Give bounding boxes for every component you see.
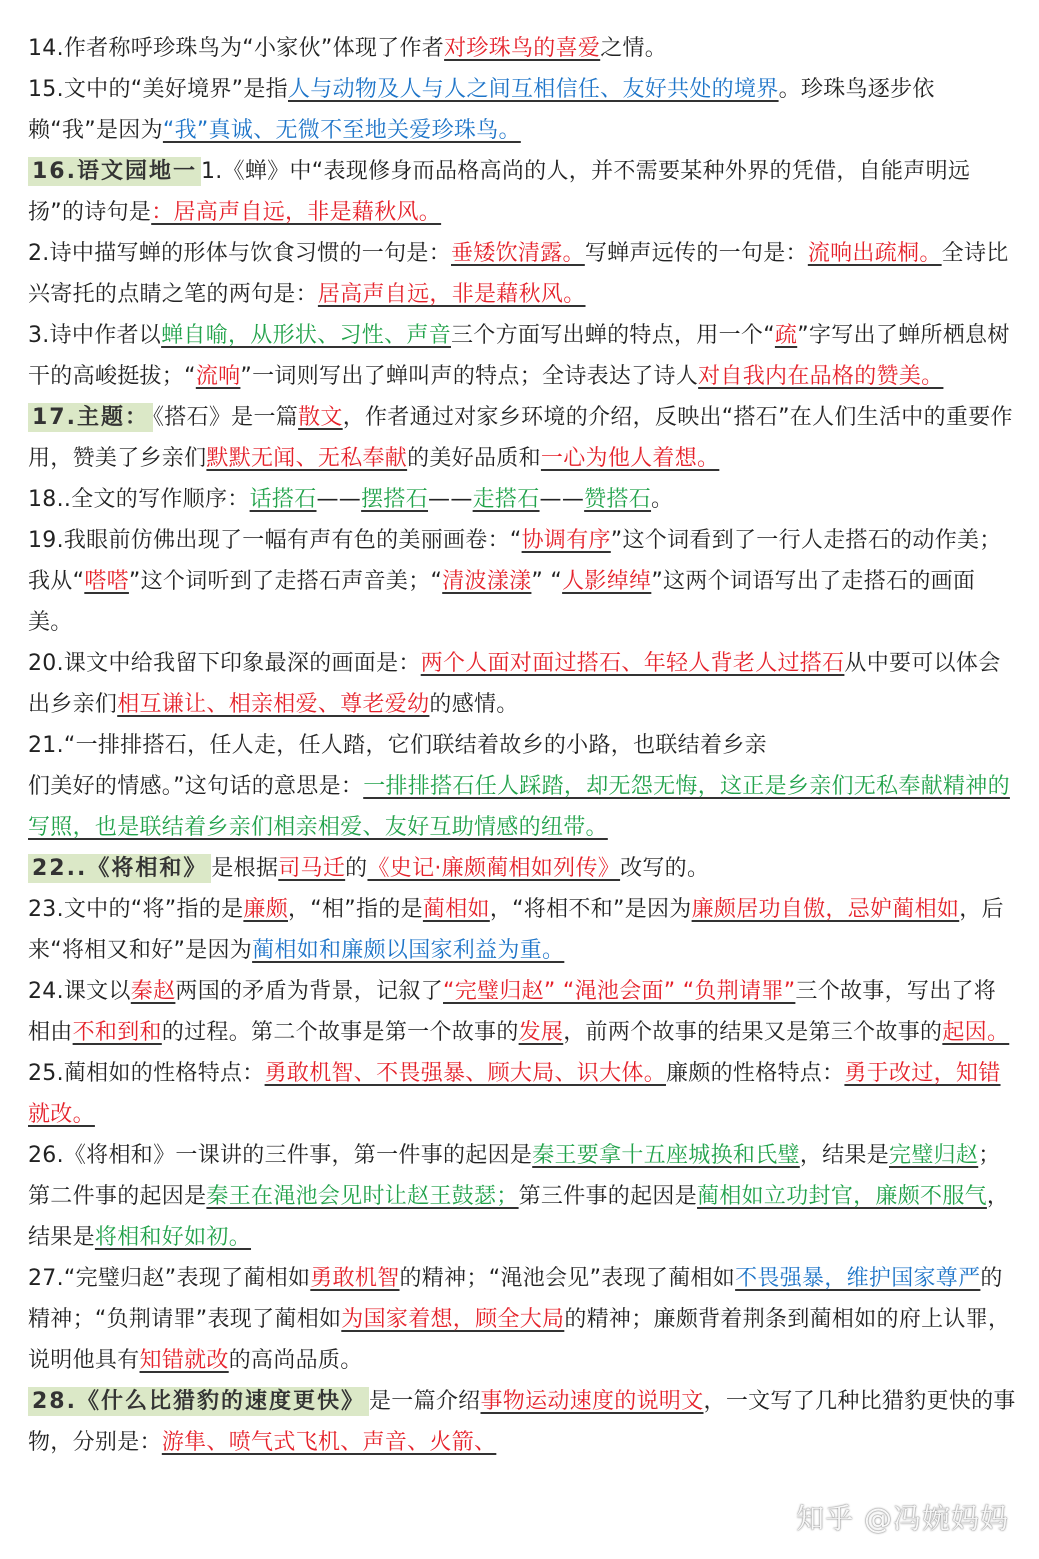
paragraph (28, 889, 1018, 971)
question-text: 19.我眼前仿佛出现了一幅有声有色的美丽画卷：“ (28, 528, 522, 553)
answer-red: 流响 (195, 364, 241, 389)
answer-red: 对珍珠鸟的喜爱 (444, 36, 601, 61)
question-text: ，一文写了几种比猎豹更快的事物，分别是： (28, 1389, 1016, 1455)
question-text: ，前两个故事的结果又是第三个故事的 (563, 1020, 943, 1045)
question-text: —— (539, 487, 585, 512)
question-text: 15.文中的“美好境界”是指 (28, 77, 288, 102)
section-heading: 22..《将相和》 (28, 854, 211, 883)
paragraph (28, 520, 1018, 643)
question-text: 的过程。第二个故事是第一个故事的 (161, 1020, 519, 1045)
paragraph (28, 397, 1018, 479)
question-text: 14.作者称呼珍珠鸟为“小家伙”体现了作者 (28, 36, 445, 61)
question-text: 25.蔺相如的性格特点： (28, 1061, 265, 1086)
question-text: 26.《将相和》一课讲的三件事，第一件事的起因是 (28, 1143, 533, 1168)
watermark: 知乎 @冯婉妈妈 (796, 1502, 1009, 1535)
answer-blue: 蔺相如和廉颇以国家利益为重。 (252, 938, 565, 963)
question-text: 3.诗中作者以 (28, 323, 162, 348)
question-text: 《搭石》是一篇 (152, 405, 299, 430)
answer-green: 话搭石 (249, 487, 317, 512)
paragraph (28, 315, 1018, 397)
answer-red: “完璧归赵” “渑池会面” “负荆请罪” (443, 979, 796, 1004)
question-text: 的精神；“渑池会见”表现了蔺相如 (399, 1266, 736, 1291)
answer-red: 知错就改 (139, 1348, 229, 1373)
paragraph (28, 766, 1018, 848)
paragraph (28, 643, 1018, 725)
answer-red: 一心为他人着想。 (540, 446, 720, 471)
question-text: ”这个词听到了走搭石声音美；“ (128, 569, 443, 594)
answer-green: 秦王在渑池会见时让赵王鼓瑟； (206, 1184, 519, 1209)
answer-red: 事物运动速度的说明文 (480, 1389, 704, 1414)
question-text: 是一篇介绍 (368, 1389, 481, 1414)
section-heading: 16.语文园地一 (28, 157, 201, 186)
question-text: 的精神；廉颇背着荆条到蔺相如的府上认罪，说明他具有 (28, 1307, 1011, 1373)
answer-red: 司马迁 (278, 856, 346, 881)
question-text: 。珍珠鸟逐步依赖“我”是因为 (28, 77, 935, 143)
question-text: 1.《蝉》中“表现修身而品格高尚的人，并不需要某种外界的凭借，自能声明远扬”的诗句是 (28, 159, 971, 225)
question-text: ，作者通过对家乡环境的介绍，反映出“搭石”在人们生活中的重要作用，赞美了乡亲们 (28, 405, 1013, 471)
answer-green: 摆搭石 (361, 487, 429, 512)
answer-red: 嗒嗒 (84, 569, 129, 594)
question-text: 的感情。 (429, 692, 519, 717)
paragraph (28, 479, 1018, 520)
answer-blue: 人与动物及人与人之间互相信任、友好共处的境界 (287, 77, 779, 102)
answer-red: 不和到和 (72, 1020, 162, 1045)
question-text: 们美好的情感。”这句话的意思是： (28, 774, 364, 799)
question-text: 两国的矛盾为背景，记叙了 (175, 979, 444, 1004)
question-text: 第三件事的起因是 (518, 1184, 698, 1209)
answer-blue: 不畏强暴，维护国家尊严 (735, 1266, 981, 1291)
answer-red: 《史记·廉颇蔺相如列传》 (367, 856, 621, 881)
question-text: 三个方面写出蝉的特点，用一个“ (451, 323, 775, 348)
answer-red: 相互谦让、相亲相爱、尊老爱幼 (117, 692, 430, 717)
question-text: ，后来“将相又和好”是因为 (28, 897, 1004, 963)
question-text: ，结果是 (799, 1143, 890, 1168)
answer-red: 起因。 (942, 1020, 1010, 1045)
answer-red: 居高声自远，非是藉秋风。 (317, 282, 586, 307)
question-text: —— (316, 487, 362, 512)
paragraph (28, 971, 1018, 1053)
question-text: 的 (345, 856, 368, 881)
answer-red: 秦赵 (130, 979, 176, 1004)
question-text: ，结果是 (28, 1184, 1010, 1250)
paragraph (28, 28, 1018, 69)
answer-red: 人影绰绰 (562, 569, 652, 594)
answer-red: 流响出疏桐。 (807, 241, 942, 266)
answer-red: 协调有序 (521, 528, 611, 553)
answer-green: 完璧归赵 (889, 1143, 979, 1168)
answer-red: 清波漾漾 (442, 569, 532, 594)
paragraph (28, 1381, 1018, 1463)
question-text: 。 (651, 487, 674, 512)
answer-blue: “我”真诚、无微不至地关爱珍珠鸟。 (162, 118, 521, 143)
section-heading: 17.主题： (28, 403, 153, 432)
answer-green: 将相和好如初。 (94, 1225, 252, 1250)
question-text: ”这两个词语写出了走搭石的画面美。 (28, 569, 976, 635)
answer-red: ：居高声自远，非是藉秋风。 (151, 200, 442, 225)
question-text: ”这个词看到了一行人走搭石的动作美；我从“ (28, 528, 1002, 594)
question-text: 21.“一排排搭石，任人走，任人踏，它们联结着故乡的小路，也联结着乡亲 (28, 733, 767, 758)
question-text: 的美好品质和 (407, 446, 541, 471)
paragraph (28, 1135, 1018, 1258)
answer-red: 对自我内在品格的赞美。 (698, 364, 944, 389)
question-text: 三个故事，写出了将相由 (28, 979, 997, 1045)
paragraph (28, 233, 1018, 315)
answer-green: 秦王要拿十五座城换和氏璧 (532, 1143, 800, 1168)
paragraph (28, 1258, 1018, 1381)
answer-green: 赞搭石 (584, 487, 652, 512)
answer-red: 勇于改过，知错就改。 (28, 1061, 1001, 1127)
question-text: 2.诗中描写蝉的形体与饮食习惯的一句是： (28, 241, 451, 266)
answer-green: 走搭石 (472, 487, 540, 512)
answer-green: 一排排搭石任人踩踏，却无怨无悔，这正是乡亲们无私奉献精神的写照，也是联结着乡亲们相亲相爱、友好互助情感的纽带。 (28, 774, 1010, 840)
paragraph (28, 848, 1018, 889)
answer-red: 游隼、喷气式飞机、声音、火箭、 (161, 1430, 497, 1455)
question-text: 20.课文中给我留下印象最深的画面是： (28, 651, 421, 676)
paragraph (28, 69, 1018, 151)
paragraph (28, 725, 1018, 766)
question-text: ”一词则写出了蝉叫声的特点；全诗表达了诗人 (240, 364, 699, 389)
question-text: ，“将相不和”是因为 (489, 897, 692, 922)
question-text: 24.课文以 (28, 979, 131, 1004)
answer-red: 疏 (774, 323, 798, 348)
answer-red: 蔺相如 (422, 897, 490, 922)
section-heading: 28.《什么比猎豹的速度更快》 (28, 1387, 369, 1416)
answer-red: 发展 (518, 1020, 564, 1045)
question-text: 改写的。 (620, 856, 710, 881)
question-text: ” “ (531, 569, 563, 594)
question-text: 的高尚品质。 (228, 1348, 363, 1373)
answer-red: 廉颇居功自傲，忌妒蔺相如 (691, 897, 960, 922)
question-text: 之情。 (600, 36, 668, 61)
answer-red: 勇敢机智 (310, 1266, 400, 1291)
question-text: 的精神；“负荆请罪”表现了蔺相如 (28, 1266, 1003, 1332)
question-text: 全诗比兴寄托的点睛之笔的两句是： (28, 241, 1009, 307)
question-text: 27.“完璧归赵”表现了蔺相如 (28, 1266, 311, 1291)
question-text: ；第二件事的起因是 (28, 1143, 1001, 1209)
question-text: 写蝉声远传的一句是： (584, 241, 808, 266)
document-body (28, 28, 1018, 1463)
answer-green: 蝉自喻，从形状、习性、声音 (161, 323, 451, 348)
answer-red: 散文 (298, 405, 343, 430)
question-text: 23.文中的“将”指的是 (28, 897, 244, 922)
question-text: ，“相”指的是 (288, 897, 423, 922)
answer-green: 蔺相如立功封官，廉颇不服气 (697, 1184, 987, 1209)
question-text: 是根据 (211, 856, 279, 881)
question-text: 18..全文的写作顺序： (28, 487, 250, 512)
answer-red: 为国家着想，顾全大局 (341, 1307, 565, 1332)
answer-red: 两个人面对面过搭石、年轻人背老人过搭石 (420, 651, 845, 676)
question-text: 从中要可以体会出乡亲们 (28, 651, 1001, 717)
question-text: 廉颇的性格特点： (666, 1061, 845, 1086)
paragraph (28, 1053, 1018, 1135)
answer-red: 默默无闻、无私奉献 (206, 446, 408, 471)
paragraph (28, 151, 1018, 233)
answer-red: 廉颇 (243, 897, 288, 922)
answer-red: 垂矮饮清露。 (451, 241, 585, 266)
question-text: ”字写出了蝉所栖息树干的高峻挺拔；“ (28, 323, 1010, 389)
answer-red: 勇敢机智、不畏强暴、顾大局、识大体。 (264, 1061, 666, 1086)
question-text: —— (428, 487, 473, 512)
